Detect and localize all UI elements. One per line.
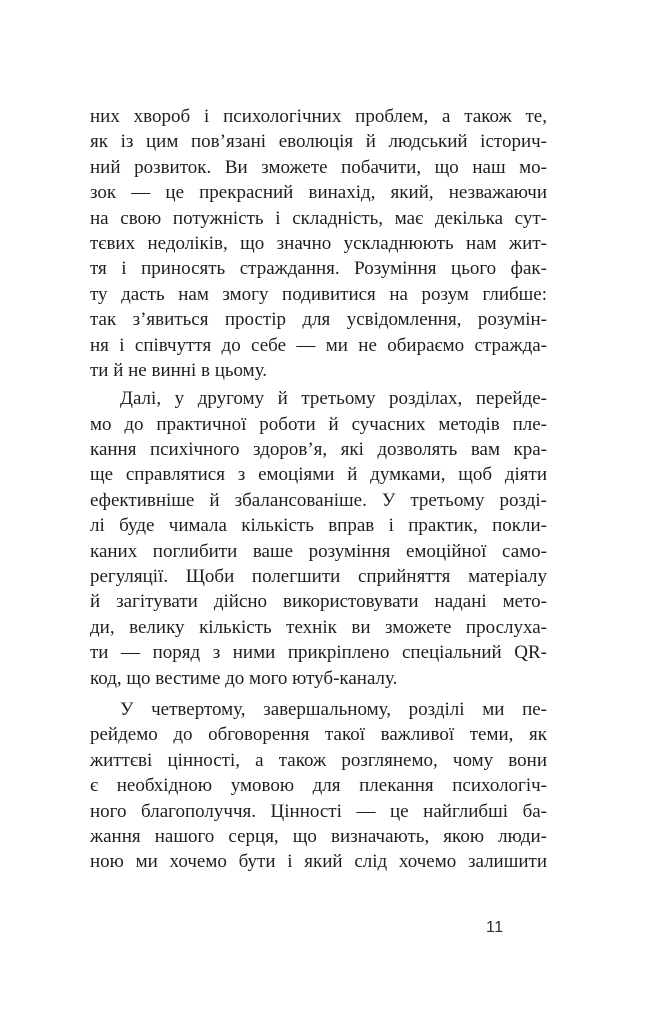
- text-line: рейдемо до обговорення такої важливої теми, як: [90, 724, 547, 746]
- paragraph-1: [90, 104, 547, 383]
- text-line: ефективніше й збалансованіше. У третьому розді-: [90, 489, 547, 511]
- text-line: ний розвиток. Ви зможете побачити, що наш мо-: [90, 156, 547, 178]
- text-line: ти — поряд з ними прикріплено спеціальний QR-: [90, 642, 547, 664]
- text-line: на свою потужність і складність, має декілька сут-: [90, 207, 547, 229]
- text-line: тєвих недоліків, що значно ускладнюють нам жит-: [90, 232, 547, 254]
- text-line: ного благополуччя. Цінності — це найглибші ба-: [90, 800, 547, 822]
- paragraph-3: [90, 697, 547, 875]
- text-line: є необхідною умовою для плекання психологіч-: [90, 775, 547, 797]
- text-line: У четвертому, завершальному, розділі ми пе-: [120, 698, 547, 720]
- text-line: тя і приносять страждання. Розуміння цього фак-: [90, 258, 547, 280]
- text-line: так з’явиться простір для усвідомлення, розумін-: [90, 309, 547, 331]
- text-line: код, що вестиме до мого ютуб-каналу.: [90, 667, 398, 689]
- text-line: як із цим пов’язані еволюція й людський історич-: [90, 131, 547, 153]
- text-line: регуляції. Щоби полегшити сприйняття матеріалу: [90, 566, 547, 588]
- text-line: ще справлятися з емоціями й думками, щоб діяти: [90, 464, 547, 486]
- text-line: ня і співчуття до себе — ми не обираємо стражда-: [90, 334, 547, 356]
- text-line: ди, велику кількість технік ви зможете прослуха-: [90, 616, 547, 638]
- text-line: й загітувати дійсно використовувати надані мето-: [90, 591, 547, 613]
- text-line: жання нашого серця, що визначають, якою люди-: [90, 825, 547, 847]
- text-line: зок — це прекрасний винахід, який, незважаючи: [90, 182, 547, 204]
- text-line: життєві цінності, а також розглянемо, чому вони: [90, 749, 547, 771]
- text-line: ту дасть нам змогу подивитися на розум глибше:: [90, 283, 547, 305]
- text-line: Далі, у другому й третьому розділах, перейде-: [120, 388, 547, 410]
- body-text: [90, 104, 547, 875]
- paragraph-2: [90, 386, 547, 691]
- text-line: кання психічного здоров’я, які дозволять вам кра-: [90, 439, 547, 461]
- text-line: ти й не винні в цьому.: [90, 359, 268, 381]
- text-line: каних поглибити ваше розуміння емоційної само-: [90, 540, 547, 562]
- text-line: мо до практичної роботи й сучасних методів пле-: [90, 413, 547, 435]
- text-line: них хвороб і психологічних проблем, а також те,: [90, 106, 547, 127]
- text-line: ною ми хочемо бути і який слід хочемо залишити: [90, 851, 547, 873]
- text-line: лі буде чимала кількість вправ і практик, покли-: [90, 515, 547, 537]
- page-number: 11: [486, 919, 504, 936]
